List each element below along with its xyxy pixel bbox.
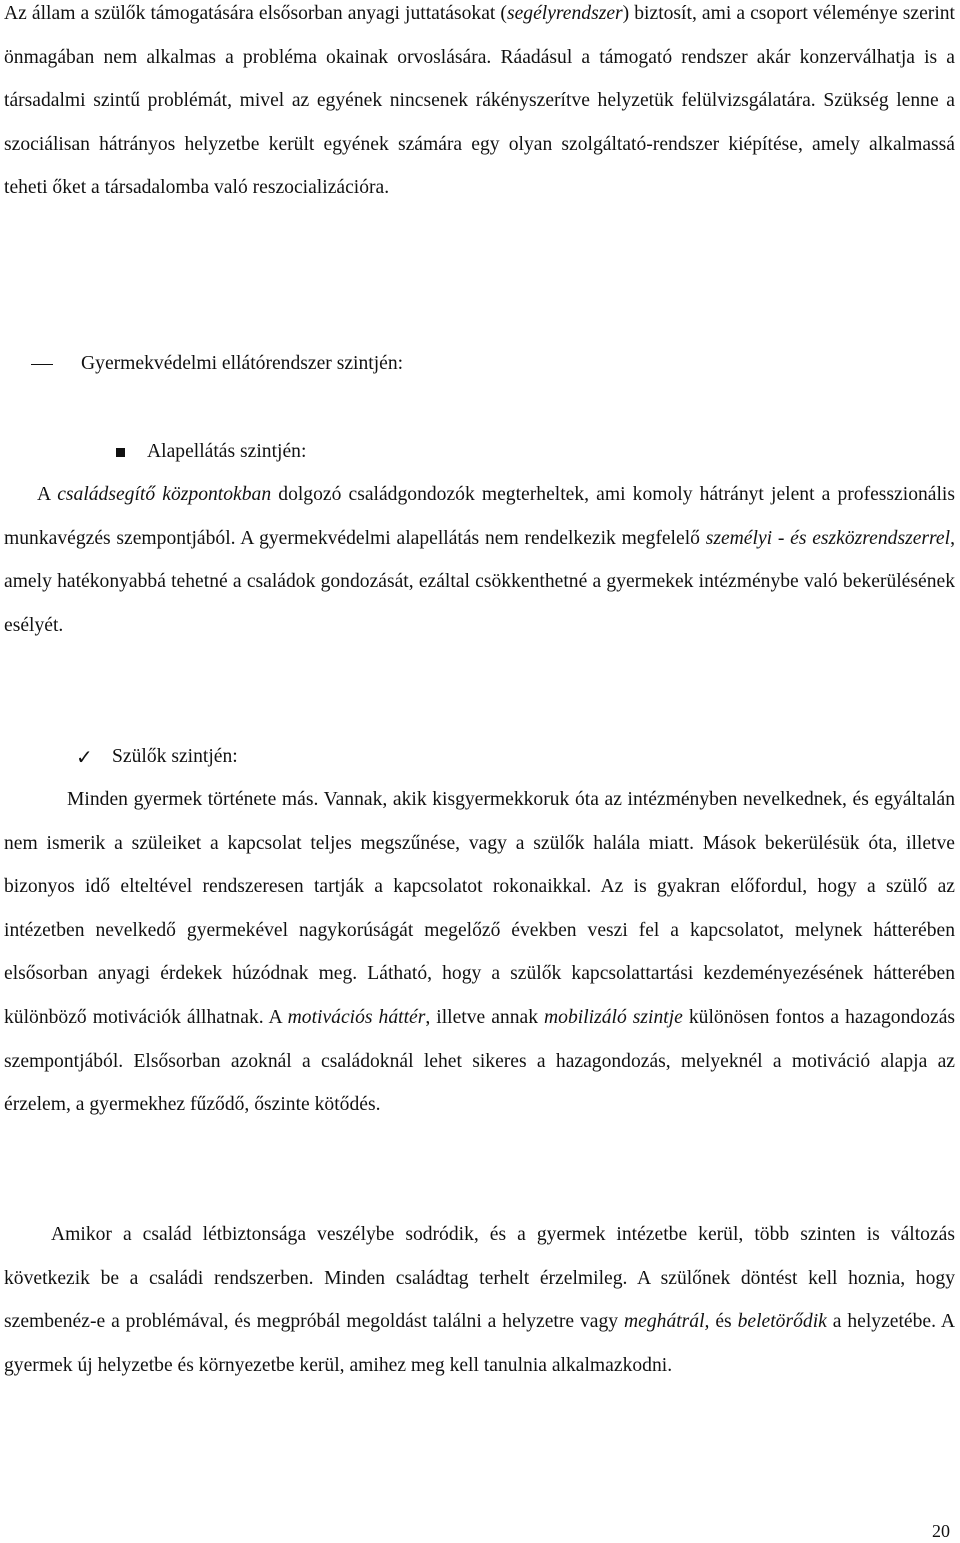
dash-bullet-icon [31,364,53,365]
document-page [4,0,956,1543]
text-run: Az állam a szülők támogatására elsősorban anyagi juttatásokat ( [4,3,507,24]
text-run: különösen fontos a hazagondozás szempontjából. Elsősorban azoknál a családoknál lehet sikeres a hazagondozás, melyeknél a motiváció alapja az érzelem, a gyermekhez fűződő, őszinte kötődés. [4,1006,956,1116]
heading-basic-care [116,438,306,466]
text-run: a helyzetébe. A gyermek új helyzetbe és környezetbe kerül, amihez meg kell tanulnia alkalmazkodni. [4,1311,956,1376]
heading-child-protection [31,350,403,378]
emphasis-run: személyi - és eszközrendszerrel [705,527,951,549]
checkmark-bullet-icon: ✓ [76,745,93,769]
paragraph-family-security [4,1213,955,1387]
paragraph-basic-care [4,473,955,647]
heading-text: Alapellátás szintjén: [147,441,307,462]
text-run: ) biztosít, ami a csoport véleménye szerint önmagában nem alkalmas a probléma okainak orvoslására. Ráadásul a támogató rendszer akár konzerválhatja is a társadalmi szintű problémát, mivel az egyének nincsenek rákényszerítve helyzetük felülvizsgálatára. Szükség lenne a szociálisan hátrányos helyzetbe került egyének számára egy olyan szolgáltató-rendszer kiépítése, amely alkalmassá teheti őket a társadalomba való reszocializációra. [4,3,956,199]
text-run: , amely hatékonyabbá tehetné a családok gondozását, ezáltal csökkenthetné a gyermekek intézménybe való bekerülésének esélyét. [4,527,955,636]
heading-text: Gyermekvédelmi ellátórendszer szintjén: [81,353,404,374]
text-run: , illetve annak [425,1006,545,1028]
emphasis-run: családsegítő központokban [57,484,272,505]
text-run: Minden gyermek története más. Vannak, akik kisgyermekkoruk óta az intézményben nevelkednek, és egyáltalán nem ismerik a szüleiket a kapcsolat teljes megszűnése, vagy a szülők halála miatt. Mások bekerülésük óta, illetve bizonyos idő elteltével rendszeresen tartják a kapcsolatot rokonaikkal. Az is gyakran előfordul, hogy a szülő az intézetben nevelkedő gyermekével nagykorúságát megelőző években veszi fel a kapcsolatot, melynek hátterében elsősorban anyagi érdekek húzódnak meg. Látható, hogy a szülők kapcsolattartási kezdeményezésének hátterében különböző motivációk állhatnak. A [4,789,955,1028]
text-run: dolgozó családgondozók megterheltek, ami komoly hátrányt jelent a professzionális munkavégzés szempontjából. A gyermekvédelmi alapellátás nem rendelkezik megfelelő [4,484,956,549]
paragraph-state-support [4,0,955,210]
emphasis-run: meghátrál, [624,1311,710,1333]
text-run: Amikor a család létbiztonsága veszélybe sodródik, és a gyermek intézetbe kerül, több szinten is változás következik be a családi rendszerben. Minden családtag terhelt érzelmileg. A szülőnek döntést kell hoznia, hogy szembenéz-e a problémával, és megpróbál megoldást találni a helyzetre vagy [4,1224,955,1333]
square-bullet-icon [116,448,125,457]
emphasis-run: beletörődik [737,1311,827,1333]
text-run: és [709,1311,738,1333]
page-number: 20 [932,1521,950,1541]
heading-parents [76,743,238,771]
emphasis-run: motivációs háttér [287,1006,426,1028]
paragraph-parents [4,778,955,1127]
emphasis-run: segélyrendszer [506,3,623,24]
heading-text: Szülők szintjén: [112,746,238,767]
emphasis-run: mobilizáló szintje [544,1006,683,1028]
text-run: A [37,484,58,505]
